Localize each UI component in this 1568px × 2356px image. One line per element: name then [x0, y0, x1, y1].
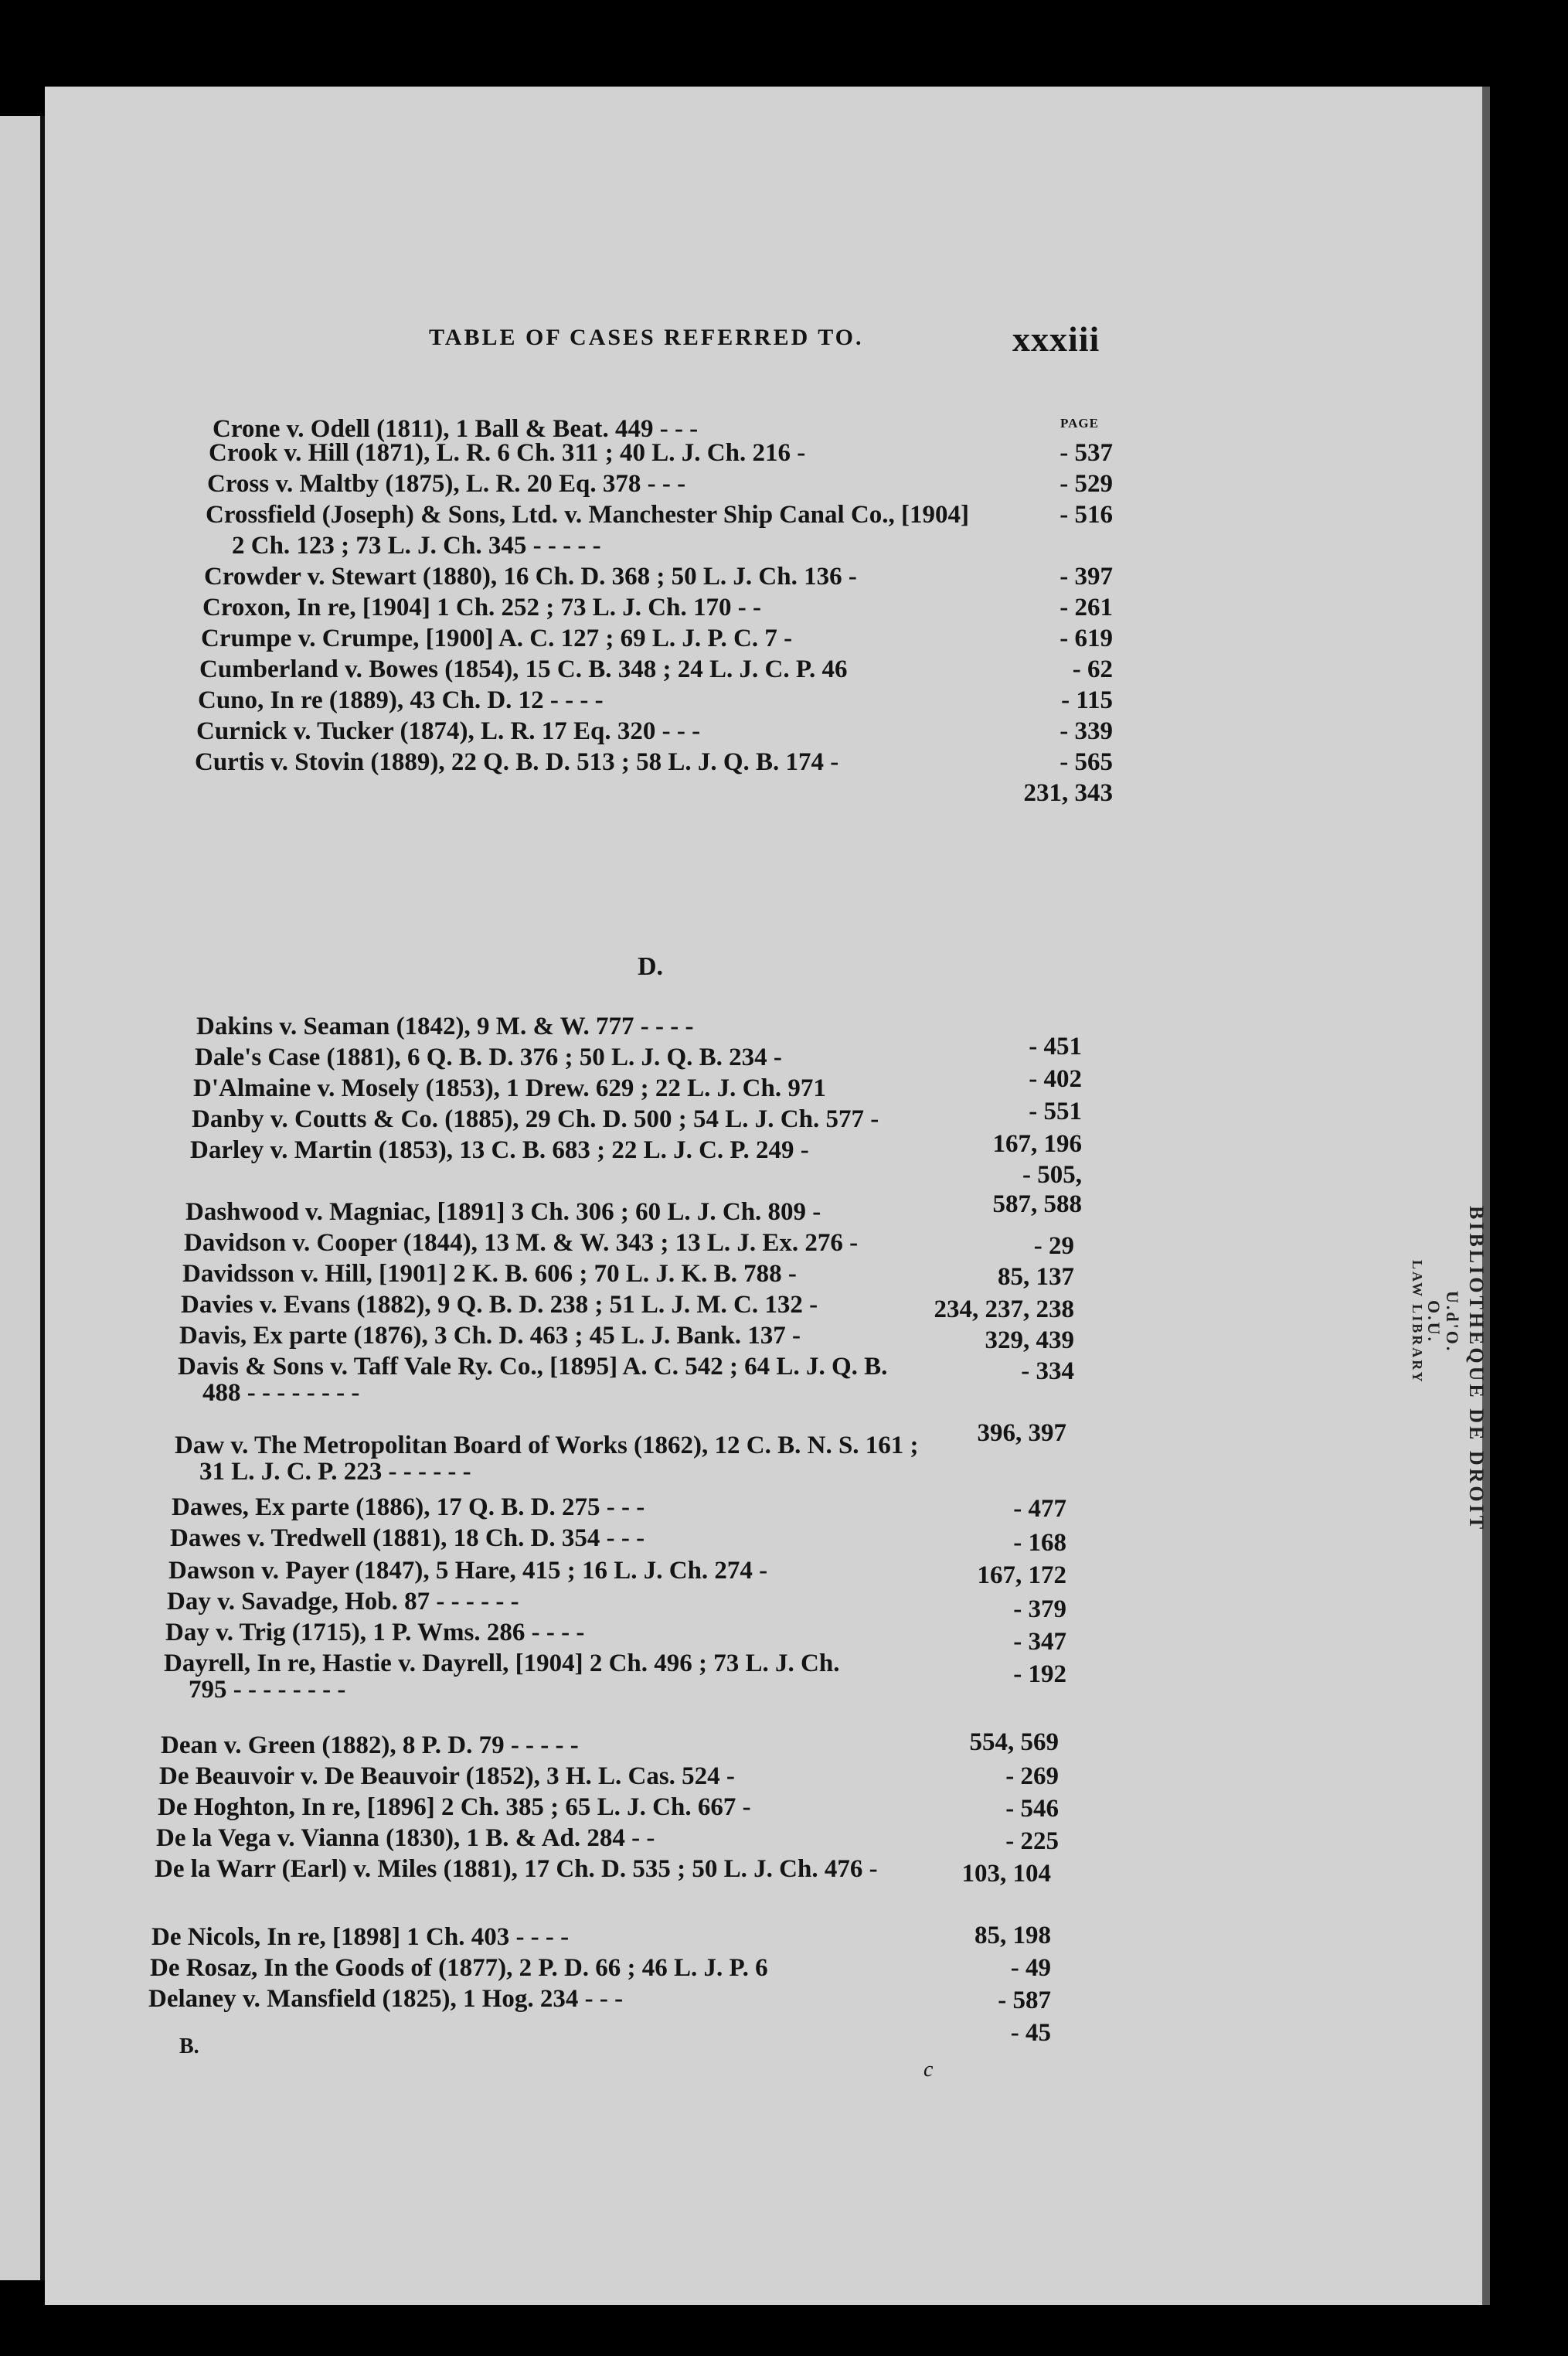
case-entry: Crossfield (Joseph) & Sons, Ltd. v. Manchester Ship Canal Co., [1904] [206, 501, 969, 529]
stamp-line-2: U.d'O. [1443, 1291, 1462, 1353]
case-entry: Dale's Case (1881), 6 Q. B. D. 376 ; 50 L. J. Q. B. 234 - [195, 1044, 782, 1071]
page-ref: - 225 [1005, 1827, 1059, 1855]
page-ref: - 529 [1060, 470, 1113, 498]
case-entry: Curtis v. Stovin (1889), 22 Q. B. D. 513 ; 58 L. J. Q. B. 174 - [195, 748, 839, 776]
page-ref: 167, 172 [977, 1561, 1066, 1589]
page-ref: 329, 439 [985, 1326, 1074, 1354]
case-entry: Cross v. Maltby (1875), L. R. 20 Eq. 378 - - - [207, 470, 686, 498]
case-entry: De la Warr (Earl) v. Miles (1881), 17 Ch. D. 535 ; 50 L. J. Ch. 476 - [155, 1855, 878, 1883]
page-edge-shadow [1482, 87, 1490, 2305]
case-entry: Day v. Trig (1715), 1 P. Wms. 286 - - - - [165, 1619, 585, 1646]
case-entry: De la Vega v. Vianna (1830), 1 B. & Ad. 284 - - [156, 1824, 655, 1852]
case-entry: 795 - - - - - - - - [189, 1676, 346, 1704]
case-entry: Davidsson v. Hill, [1901] 2 K. B. 606 ; 70 L. J. K. B. 788 - [182, 1260, 797, 1288]
case-entry: Dayrell, In re, Hastie v. Dayrell, [1904] 2 Ch. 496 ; 73 L. J. Ch. [164, 1650, 840, 1677]
page-ref: - 402 [1029, 1065, 1082, 1093]
adjacent-page-edge [0, 116, 40, 2280]
case-entry: 2 Ch. 123 ; 73 L. J. Ch. 345 - - - - - [232, 532, 601, 560]
case-entry: 31 L. J. C. P. 223 - - - - - - [199, 1458, 471, 1486]
case-entry: De Rosaz, In the Goods of (1877), 2 P. D. 66 ; 46 L. J. P. 6 [150, 1954, 768, 1982]
case-entry: Cuno, In re (1889), 43 Ch. D. 12 - - - - [198, 686, 604, 714]
case-entry: Curnick v. Tucker (1874), L. R. 17 Eq. 320 - - - [196, 717, 701, 745]
stamp-line-4: LAW LIBRARY [1410, 1260, 1425, 1384]
case-entry: Dawes, Ex parte (1886), 17 Q. B. D. 275 - - - [172, 1493, 645, 1521]
case-entry: Crone v. Odell (1811), 1 Ball & Beat. 449 - - - [213, 415, 699, 443]
page-ref: - 347 [1013, 1628, 1066, 1656]
page-ref: - 379 [1013, 1595, 1066, 1623]
page-ref: - 537 [1060, 439, 1113, 467]
case-entry: Delaney v. Mansfield (1825), 1 Hog. 234 - - - [148, 1985, 624, 2013]
case-entry: Cumberland v. Bowes (1854), 15 C. B. 348 ; 24 L. J. C. P. 46 [199, 655, 848, 683]
page-ref: - 587 [998, 1987, 1051, 2014]
case-entry: Day v. Savadge, Hob. 87 - - - - - - [167, 1588, 519, 1615]
page-ref: 587, 588 [992, 1190, 1082, 1218]
case-entry: Davies v. Evans (1882), 9 Q. B. D. 238 ; 51 L. J. M. C. 132 - [181, 1291, 818, 1319]
page-ref: - 451 [1029, 1033, 1082, 1061]
case-entry: 488 - - - - - - - - [202, 1379, 360, 1407]
section-heading: D. [638, 952, 664, 981]
stamp-line-1: BIBLIOTHEQUE DE DROIT [1465, 1206, 1488, 1533]
library-stamp [1391, 1206, 1507, 1533]
page-ref: - 619 [1060, 625, 1113, 652]
page-ref: - 516 [1060, 501, 1113, 529]
case-entry: Davis, Ex parte (1876), 3 Ch. D. 463 ; 45 L. J. Bank. 137 - [179, 1322, 801, 1350]
page-ref: - 168 [1013, 1529, 1066, 1557]
page-ref: - 551 [1029, 1098, 1082, 1125]
page-ref: - 339 [1060, 717, 1113, 745]
page-ref: - 477 [1013, 1495, 1066, 1523]
stamp-line-3: O.U. [1424, 1300, 1444, 1343]
page-ref: - 45 [1010, 2019, 1051, 2047]
page-column-label: PAGE [1060, 416, 1099, 431]
page-ref: 85, 198 [974, 1922, 1051, 1949]
case-entry: Crowder v. Stewart (1880), 16 Ch. D. 368 ; 50 L. J. Ch. 136 - [204, 563, 857, 591]
page-ref: - 192 [1013, 1660, 1066, 1688]
case-entry: Crumpe v. Crumpe, [1900] A. C. 127 ; 69 L. J. P. C. 7 - [201, 625, 793, 652]
page-ref: 396, 397 [977, 1419, 1066, 1447]
page-ref: - 269 [1005, 1762, 1059, 1790]
page-ref: - 397 [1060, 563, 1113, 591]
page-ref: - 565 [1060, 748, 1113, 776]
case-entry: Davis & Sons v. Taff Vale Ry. Co., [1895] A. C. 542 ; 64 L. J. Q. B. [178, 1353, 888, 1381]
case-entry: Darley v. Martin (1853), 13 C. B. 683 ; 22 L. J. C. P. 249 - [190, 1136, 809, 1164]
case-entry: De Hoghton, In re, [1896] 2 Ch. 385 ; 65 L. J. Ch. 667 - [158, 1793, 751, 1821]
page-ref: 85, 137 [998, 1263, 1074, 1291]
case-entry: Dawson v. Payer (1847), 5 Hare, 415 ; 16 L. J. Ch. 274 - [168, 1557, 768, 1585]
page-ref: 103, 104 [961, 1860, 1051, 1888]
signature-mark: B. [179, 2034, 199, 2058]
page-ref: - 546 [1005, 1795, 1059, 1823]
case-entry: Crook v. Hill (1871), L. R. 6 Ch. 311 ; 40 L. J. Ch. 216 - [209, 439, 806, 467]
page-number: xxxiii [1012, 319, 1100, 359]
page-ref: - 29 [1033, 1232, 1074, 1260]
page-ref: 167, 196 [992, 1130, 1082, 1158]
case-entry: D'Almaine v. Mosely (1853), 1 Drew. 629 ; 22 L. J. Ch. 971 [193, 1074, 826, 1102]
page-ref: - 261 [1060, 594, 1113, 621]
signature-mark-c: c [923, 2058, 934, 2082]
case-entry: De Beauvoir v. De Beauvoir (1852), 3 H. L. Cas. 524 - [159, 1762, 735, 1790]
case-entry: Davidson v. Cooper (1844), 13 M. & W. 343 ; 13 L. J. Ex. 276 - [184, 1229, 859, 1257]
case-entry: Dashwood v. Magniac, [1891] 3 Ch. 306 ; 60 L. J. Ch. 809 - [185, 1198, 821, 1226]
page-ref: - 115 [1061, 686, 1113, 714]
page-ref: 234, 237, 238 [934, 1295, 1074, 1323]
case-entry: Dawes v. Tredwell (1881), 18 Ch. D. 354 - - - [170, 1524, 645, 1552]
case-entry: Danby v. Coutts & Co. (1885), 29 Ch. D. 500 ; 54 L. J. Ch. 577 - [192, 1105, 879, 1133]
case-entry: Dakins v. Seaman (1842), 9 M. & W. 777 - - - - [196, 1013, 694, 1040]
page-ref: - 49 [1010, 1954, 1051, 1982]
case-entry: Croxon, In re, [1904] 1 Ch. 252 ; 73 L. J. Ch. 170 - - [202, 594, 761, 621]
page-ref: - 62 [1072, 655, 1113, 683]
page-ref: - 334 [1021, 1357, 1074, 1385]
page-ref: - 505, [1022, 1161, 1082, 1189]
page-ref: 554, 569 [969, 1728, 1059, 1756]
case-entry: De Nicols, In re, [1898] 1 Ch. 403 - - - - [151, 1923, 570, 1951]
case-entry: Daw v. The Metropolitan Board of Works (1862), 12 C. B. N. S. 161 ; [175, 1432, 919, 1459]
running-header-title: TABLE OF CASES REFERRED TO. [429, 325, 864, 350]
page-ref: 231, 343 [1023, 779, 1113, 807]
case-entry: Dean v. Green (1882), 8 P. D. 79 - - - - - [161, 1731, 579, 1759]
